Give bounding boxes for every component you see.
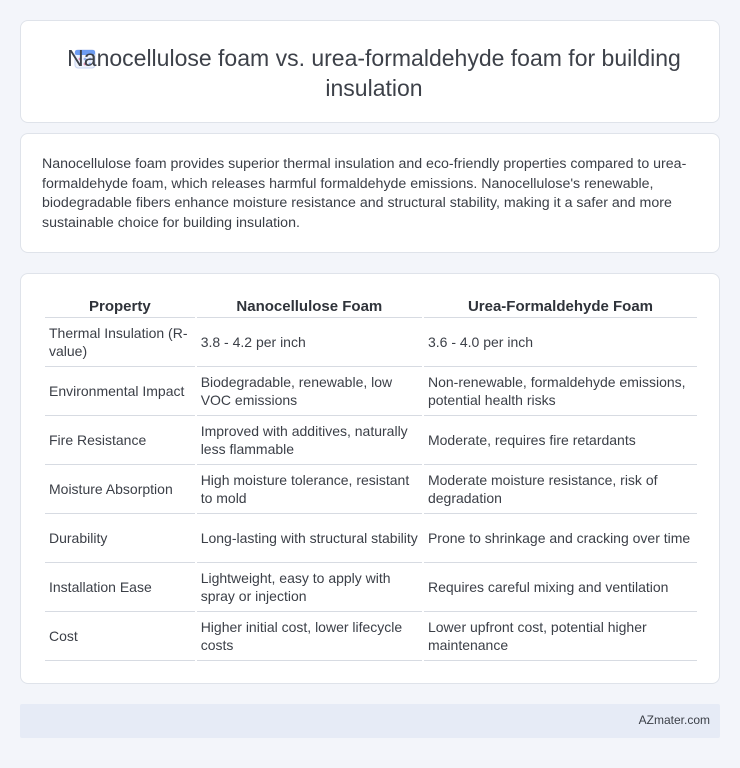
summary-card <box>20 133 720 253</box>
property-cell: Cost <box>45 612 195 661</box>
nanocellulose-cell: 3.8 - 4.2 per inch <box>197 318 422 367</box>
property-cell: Fire Resistance <box>45 416 195 465</box>
table-row <box>45 367 697 416</box>
comparison-card <box>20 273 720 684</box>
nanocellulose-cell: Lightweight, easy to apply with spray or injection <box>197 563 422 612</box>
nanocellulose-cell: Improved with additives, naturally less flammable <box>197 416 422 465</box>
column-header: Property <box>45 296 195 318</box>
property-cell: Moisture Absorption <box>45 465 195 514</box>
table-row <box>45 318 697 367</box>
footer-brand: AZmater.com <box>638 713 710 727</box>
urea-formaldehyde-cell: Moderate, requires fire retardants <box>424 416 697 465</box>
urea-formaldehyde-cell: Moderate moisture resistance, risk of degradation <box>424 465 697 514</box>
comparison-table <box>43 296 699 661</box>
table-row <box>45 465 697 514</box>
urea-formaldehyde-cell: Requires careful mixing and ventilation <box>424 563 697 612</box>
nanocellulose-cell: Long-lasting with structural stability <box>197 514 422 563</box>
footer-bar <box>20 704 720 738</box>
nanocellulose-cell: Higher initial cost, lower lifecycle costs <box>197 612 422 661</box>
property-cell: Installation Ease <box>45 563 195 612</box>
property-cell: Durability <box>45 514 195 563</box>
table-row <box>45 612 697 661</box>
table-row <box>45 416 697 465</box>
nanocellulose-cell: High moisture tolerance, resistant to mold <box>197 465 422 514</box>
column-header: Nanocellulose Foam <box>197 296 422 318</box>
table-row <box>45 514 697 563</box>
property-cell: Environmental Impact <box>45 367 195 416</box>
urea-formaldehyde-cell: Prone to shrinkage and cracking over time <box>424 514 697 563</box>
property-cell: Thermal Insulation (R-value) <box>45 318 195 367</box>
urea-formaldehyde-cell: Lower upfront cost, potential higher maintenance <box>424 612 697 661</box>
summary-text: Nanocellulose foam provides superior thermal insulation and eco-friendly properties compared to urea-formaldehyde foam, which releases harmful formaldehyde emissions. Nanocellulose's renewable, biodegradable fibers enhance moisture resistance and structural stability, making it a safer and more sustainable choice for building insulation. <box>42 156 687 231</box>
urea-formaldehyde-cell: 3.6 - 4.0 per inch <box>424 318 697 367</box>
urea-formaldehyde-cell: Non-renewable, formaldehyde emissions, potential health risks <box>424 367 697 416</box>
page-title: Nanocellulose foam vs. urea-formaldehyde foam for building insulation <box>67 45 681 101</box>
column-header: Urea-Formaldehyde Foam <box>424 296 697 318</box>
table-row <box>45 563 697 612</box>
nanocellulose-cell: Biodegradable, renewable, low VOC emissions <box>197 367 422 416</box>
table-header-row <box>45 296 697 318</box>
title-card <box>20 20 720 123</box>
